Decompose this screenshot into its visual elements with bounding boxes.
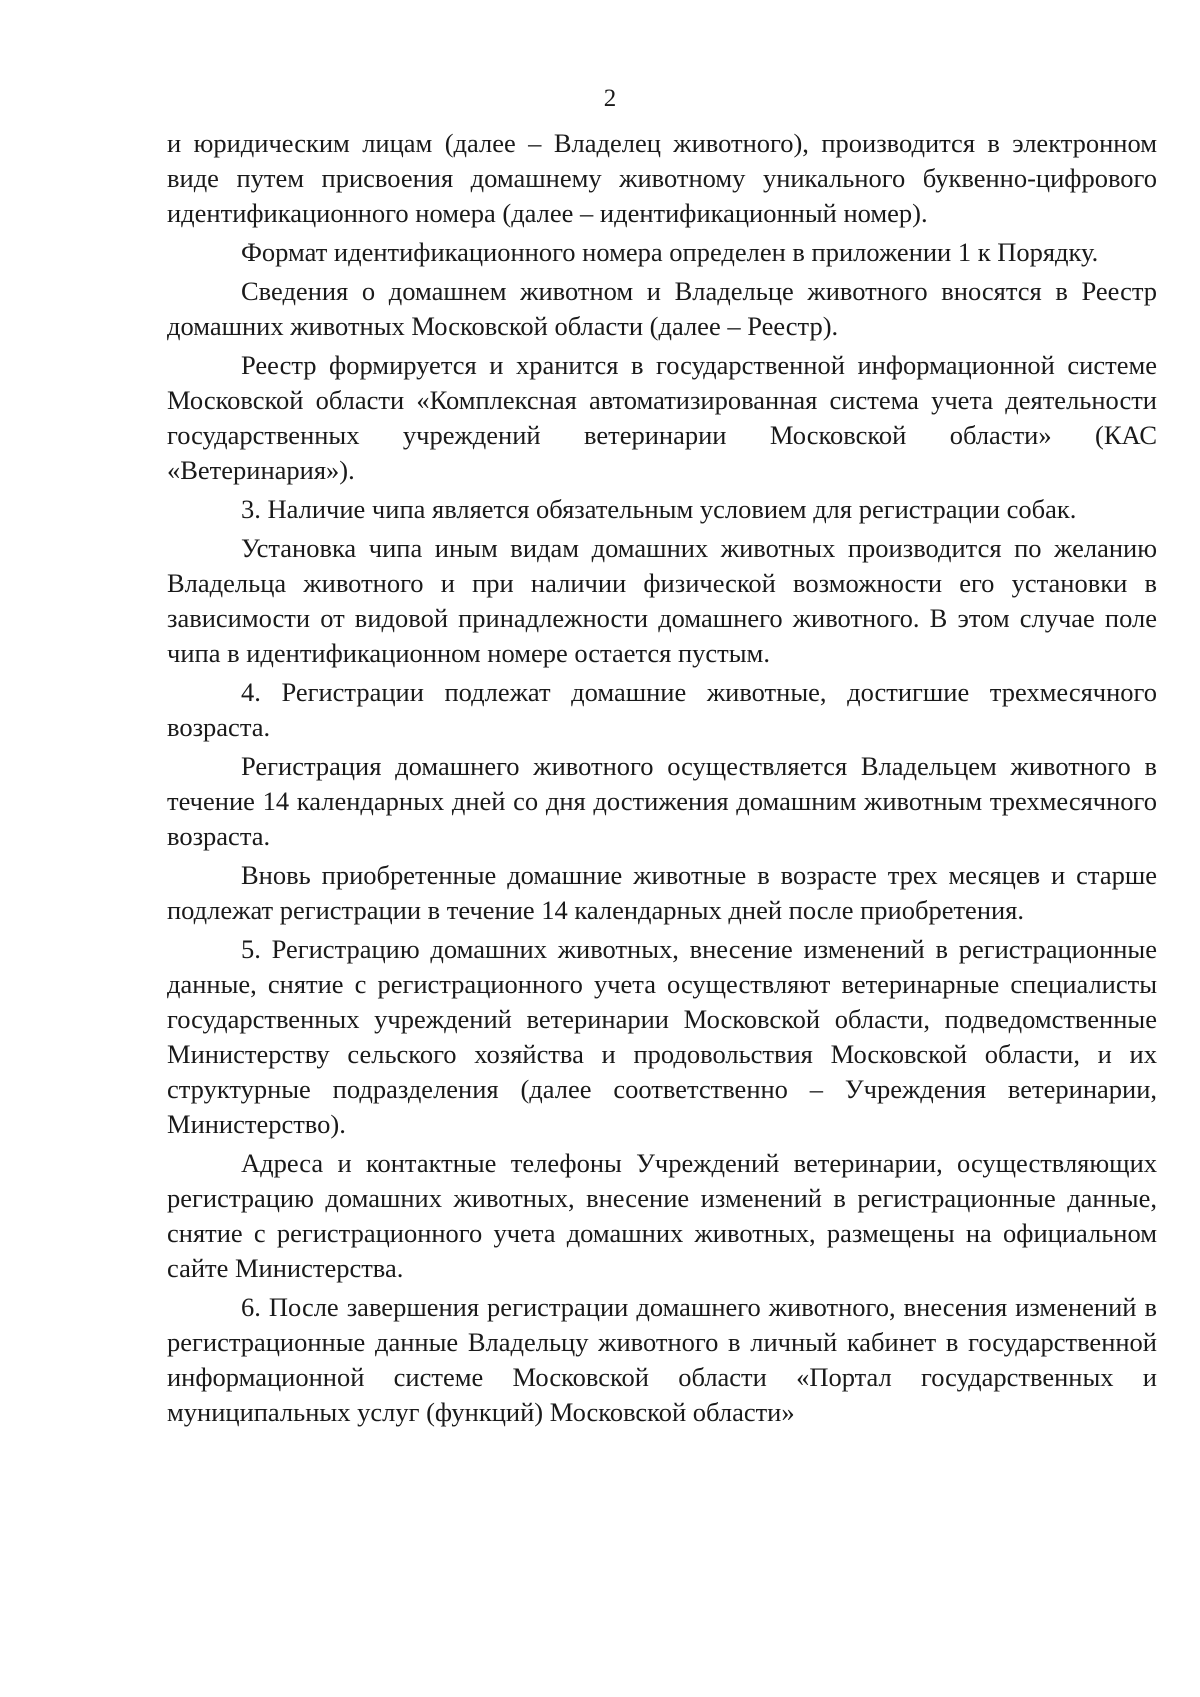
paragraph-registration-age: 4. Регистрации подлежат домашние животные, достигшие трехмесячного возраста. (167, 677, 1157, 742)
paragraph-new-animals: Вновь приобретенные домашние животные в возрасте трех месяцев и старше подлежат регистрации в течение 14 календарных дней после приобретения. (167, 860, 1157, 925)
page-number: 2 (603, 85, 617, 112)
document-body (167, 126, 1157, 1434)
paragraph-id-format: Формат идентификационного номера определен в приложении 1 к Порядку. (241, 237, 1099, 267)
paragraph-owner-identification: и юридическим лицам (далее – Владелец животного), производится в электронном виде путем присвоения домашнему животному уникального буквенно-цифрового идентификационного номера (далее – идентификационный номер). (167, 128, 1157, 228)
paragraph-registration-deadline: Регистрация домашнего животного осуществляется Владельцем животного в течение 14 календарных дней со дня достижения домашним животным трехмесячного возраста. (167, 751, 1157, 851)
paragraph-after-registration: 6. После завершения регистрации домашнего животного, внесения изменений в регистрационные данные Владельцу животного в личный кабинет в государственной информационной системе Московской области «Портал государственных и муниципальных услуг (функций) Московской области» (167, 1292, 1157, 1427)
paragraph-chip-optional: Установка чипа иным видам домашних животных производится по желанию Владельца животного и при наличии физической возможности его установки в зависимости от видовой принадлежности домашнего животного. В этом случае поле чипа в идентификационном номере остается пустым. (167, 533, 1157, 668)
paragraph-registry-entry: Сведения о домашнем животном и Владельце животного вносятся в Реестр домашних животных Московской области (далее – Реестр). (167, 276, 1157, 341)
paragraph-chip-required: 3. Наличие чипа является обязательным условием для регистрации собак. (241, 494, 1077, 524)
paragraph-vet-specialists: 5. Регистрацию домашних животных, внесение изменений в регистрационные данные, снятие с регистрационного учета осуществляют ветеринарные специалисты государственных учреждений ветеринарии Московской области, подведомственные Министерству сельского хозяйства и продовольствия Московской области, и их структурные подразделения (далее соответственно – Учреждения ветеринарии, Министерство). (167, 934, 1157, 1139)
paragraph-contacts: Адреса и контактные телефоны Учреждений ветеринарии, осуществляющих регистрацию домашних животных, внесение изменений в регистрационные данные, снятие с регистрационного учета домашних животных, размещены на официальном сайте Министерства. (167, 1148, 1157, 1283)
paragraph-registry-system: Реестр формируется и хранится в государственной информационной системе Московской области «Комплексная автоматизированная система учета деятельности государственных учреждений ветеринарии Московской области» (КАС «Ветеринария»). (167, 350, 1157, 485)
